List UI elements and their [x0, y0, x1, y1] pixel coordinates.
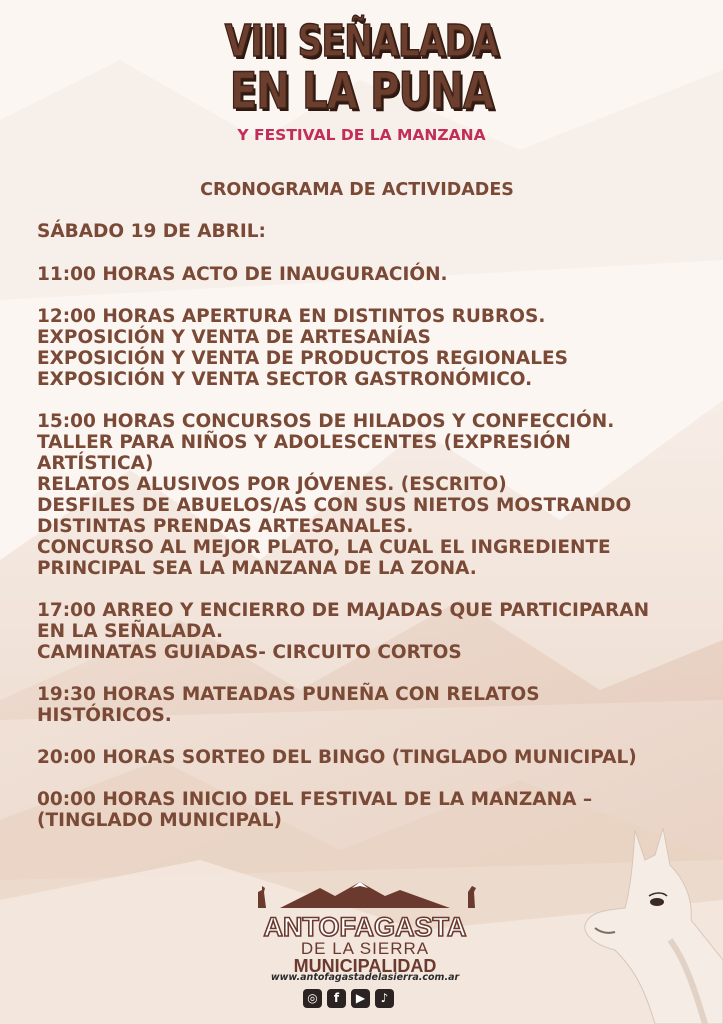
schedule-line: PRINCIPAL SEA LA MANZANA DE LA ZONA. — [37, 558, 477, 579]
schedule-line: DISTINTAS PRENDAS ARTESANALES. — [37, 516, 414, 537]
schedule-line: CONCURSO AL MEJOR PLATO, LA CUAL EL INGREDIENTE — [37, 537, 611, 558]
event-title-line1: VIII SEÑALADA — [224, 16, 499, 67]
schedule-line: RELATOS ALUSIVOS POR JÓVENES. (ESCRITO) — [37, 474, 507, 495]
schedule-line: 15:00 HORAS CONCURSOS DE HILADOS Y CONFECCIÓN. — [37, 411, 615, 432]
mountain-logo-icon — [240, 878, 490, 908]
youtube-icon[interactable]: ▶ — [351, 989, 370, 1008]
schedule-day: SÁBADO 19 DE ABRIL: — [37, 221, 266, 242]
schedule-line: 00:00 HORAS INICIO DEL FESTIVAL DE LA MANZANA – — [37, 789, 593, 810]
logo-name: ANTOFAGASTA — [263, 912, 467, 942]
facebook-icon[interactable]: f — [327, 989, 346, 1008]
website-link[interactable]: www.antofagastadelasierra.com.ar — [270, 972, 460, 983]
schedule-line: EXPOSICIÓN Y VENTA DE ARTESANÍAS — [37, 327, 431, 348]
instagram-icon[interactable]: ◎ — [303, 989, 322, 1008]
schedule-line: 12:00 HORAS APERTURA EN DISTINTOS RUBROS. — [37, 306, 546, 327]
schedule-line: EXPOSICIÓN Y VENTA SECTOR GASTRONÓMICO. — [37, 369, 533, 390]
schedule-line: ARTÍSTICA) — [37, 453, 154, 474]
schedule-line: 20:00 HORAS SORTEO DEL BINGO (TINGLADO MUNICIPAL) — [37, 747, 637, 768]
schedule — [37, 180, 717, 852]
schedule-line: 19:30 HORAS MATEADAS PUNEÑA CON RELATOS — [37, 684, 540, 705]
schedule-heading: CRONOGRAMA DE ACTIVIDADES — [200, 180, 514, 200]
schedule-line: 11:00 HORAS ACTO DE INAUGURACIÓN. — [37, 264, 448, 285]
event-title-line2: EN LA PUNA — [229, 62, 494, 120]
schedule-line: (TINGLADO MUNICIPAL) — [37, 810, 282, 831]
event-header — [0, 16, 723, 144]
schedule-line: CAMINATAS GUIADAS- CIRCUITO CORTOS — [37, 642, 462, 663]
schedule-block — [37, 600, 717, 663]
schedule-line: 17:00 ARREO Y ENCIERRO DE MAJADAS QUE PARTICIPARAN — [37, 600, 650, 621]
schedule-block — [37, 411, 717, 579]
municipality-logo — [240, 878, 490, 1005]
schedule-line: DESFILES DE ABUELOS/AS CON SUS NIETOS MOSTRANDO — [37, 495, 632, 516]
schedule-line: EXPOSICIÓN Y VENTA DE PRODUCTOS REGIONALES — [37, 348, 568, 369]
schedule-block — [37, 747, 717, 768]
schedule-block — [37, 264, 717, 285]
social-icons — [303, 989, 394, 1008]
schedule-line: HISTÓRICOS. — [37, 705, 172, 726]
schedule-line: TALLER PARA NIÑOS Y ADOLESCENTES (EXPRESIÓN — [37, 432, 571, 453]
schedule-line: EN LA SEÑALADA. — [37, 621, 224, 642]
event-subtitle: Y FESTIVAL DE LA MANZANA — [237, 126, 486, 144]
logo-municipality: MUNICIPALIDAD — [293, 956, 437, 976]
logo-subtitle: DE LA SIERRA — [300, 939, 430, 958]
llama-illustration — [575, 820, 723, 1024]
tiktok-icon[interactable]: ♪ — [375, 989, 394, 1008]
schedule-block — [37, 306, 717, 390]
schedule-block — [37, 684, 717, 726]
